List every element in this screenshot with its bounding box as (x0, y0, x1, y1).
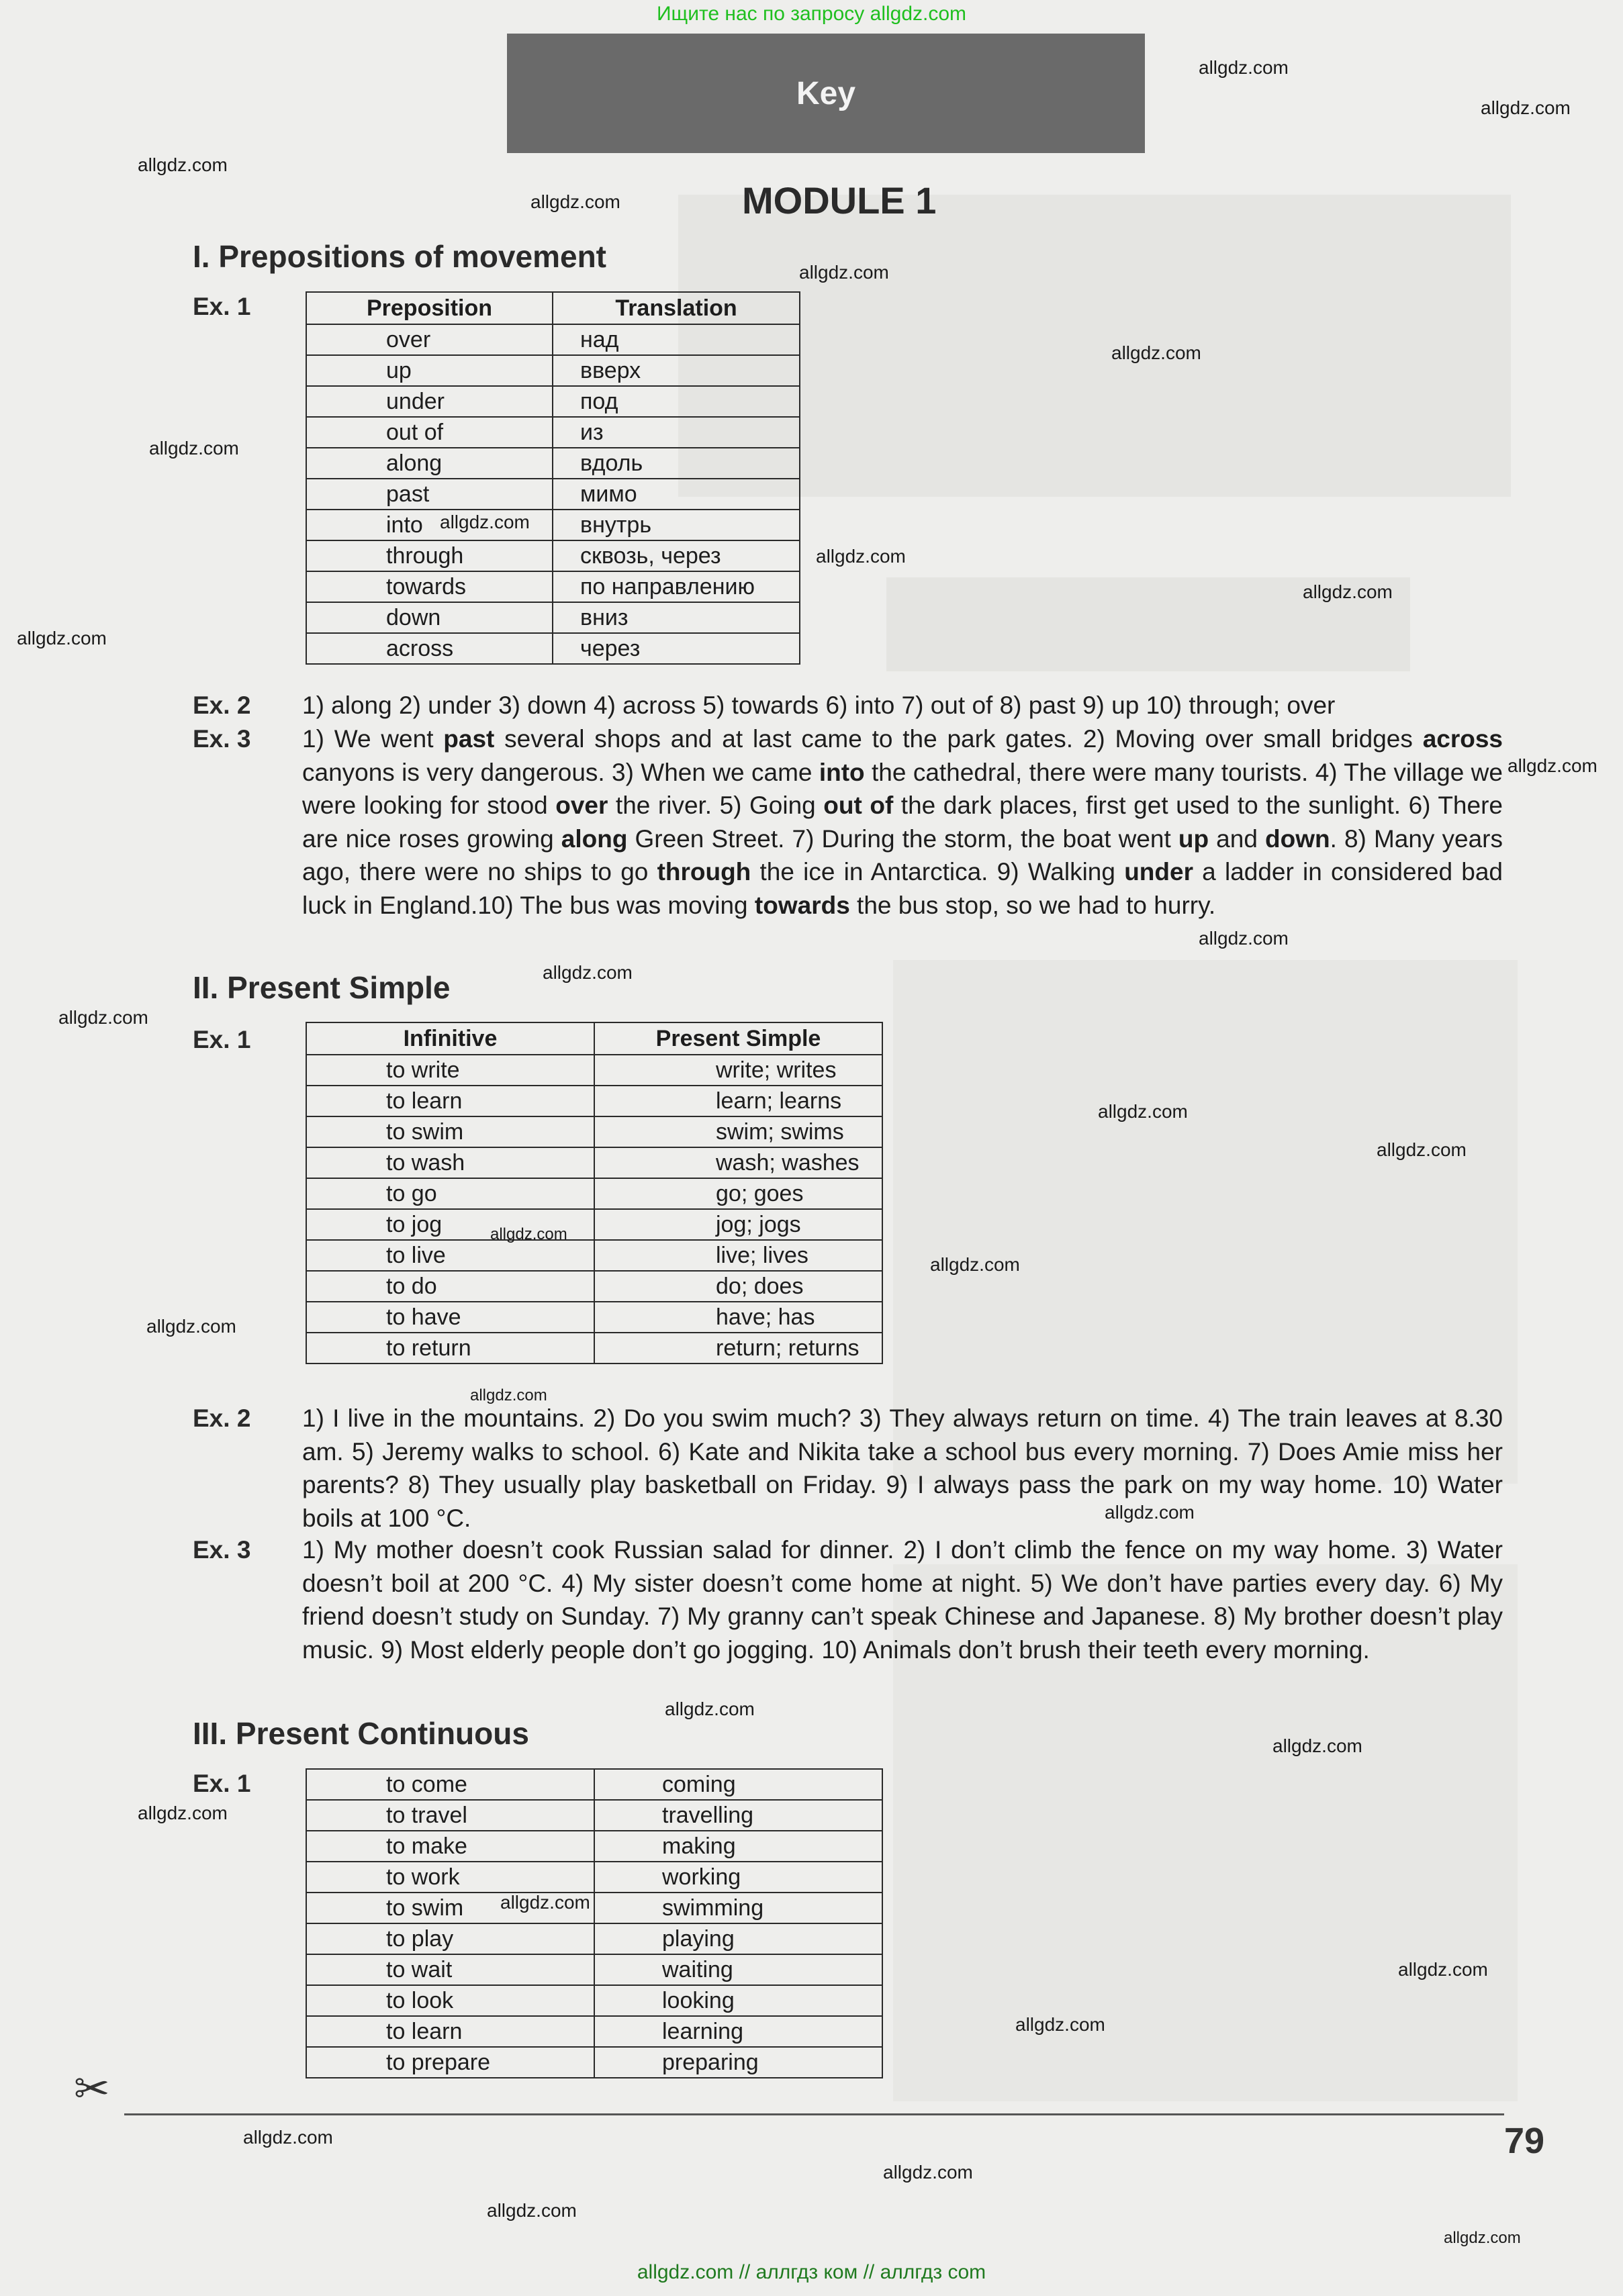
module-title: MODULE 1 (742, 179, 937, 222)
watermark: allgdz.com (1444, 2229, 1521, 2247)
watermark: allgdz.com (58, 1007, 148, 1028)
table-cell: working (594, 1862, 882, 1893)
watermark: allgdz.com (149, 438, 239, 459)
table-row (306, 355, 800, 386)
watermark: allgdz.com (490, 1225, 567, 1243)
table-row (306, 1302, 882, 1333)
table-cell: to learn (306, 1086, 594, 1116)
section-present-continuous-title: III. Present Continuous (193, 1716, 529, 1751)
ex3-label: Ex. 3 (193, 725, 251, 753)
table-cell: вниз (553, 602, 800, 633)
ex1-label: Ex. 1 (193, 1026, 251, 1053)
table-cell: внутрь (553, 510, 800, 540)
table-cell: swimming (594, 1893, 882, 1923)
table-row (306, 1086, 882, 1116)
watermark: allgdz.com (1199, 57, 1289, 78)
table-row (306, 1333, 882, 1364)
table-row (306, 1178, 882, 1209)
table-cell: waiting (594, 1954, 882, 1985)
page-number: 79 (1504, 2121, 1545, 2161)
present-continuous-table (306, 1768, 883, 2078)
table-row (306, 633, 800, 664)
table-cell: learning (594, 2016, 882, 2047)
table-cell: have; has (594, 1302, 882, 1333)
table-cell: across (306, 633, 553, 664)
table-cell: по направлению (553, 571, 800, 602)
watermark: allgdz.com (500, 1892, 590, 1913)
watermark: allgdz.com (1272, 1735, 1362, 1756)
watermark: allgdz.com (1199, 928, 1289, 949)
watermark: allgdz.com (799, 262, 889, 283)
table-row (306, 2016, 882, 2047)
table-row (306, 479, 800, 510)
table-cell: через (553, 633, 800, 664)
table-cell: to swim (306, 1116, 594, 1147)
top-banner[interactable]: Ищите нас по запросу allgdz.com (656, 3, 967, 25)
table-row (306, 448, 800, 479)
section-present-simple-title: II. Present Simple (193, 970, 451, 1005)
watermark: allgdz.com (1481, 97, 1571, 118)
table-cell: to write (306, 1055, 594, 1086)
table-cell: to wait (306, 1954, 594, 1985)
table-cell: over (306, 324, 553, 355)
table-cell: out of (306, 417, 553, 448)
s2-ex3-answers: 1) My mother doesn’t cook Russian salad for dinner. 2) I don’t climb the fence on my way home. 3) Water doesn’t boil at 200 °C. 4) My sister doesn’t come home at night. 5) We don’t have parties every day. 6) My friend doesn’t study on Sunday. 7) My granny can’t speak Chinese and Japanese. 8) My brother doesn’t play music. 9) Most elderly people don’t go jogging. 10) Animals don’t brush their teeth every morning. (302, 1536, 1503, 1664)
table-row (306, 1923, 882, 1954)
table-header: Preposition (306, 292, 553, 324)
table-cell: to go (306, 1178, 594, 1209)
table-cell: to do (306, 1271, 594, 1302)
watermark: allgdz.com (440, 512, 530, 532)
watermark: allgdz.com (138, 1803, 228, 1823)
watermark: allgdz.com (1111, 342, 1201, 363)
table-cell: go; goes (594, 1178, 882, 1209)
table-cell: up (306, 355, 553, 386)
table-cell: return; returns (594, 1333, 882, 1364)
table-cell: towards (306, 571, 553, 602)
table-row (306, 2047, 882, 2078)
table-cell: to return (306, 1333, 594, 1364)
table-cell: над (553, 324, 800, 355)
table-cell: to come (306, 1769, 594, 1800)
table-cell: along (306, 448, 553, 479)
section-prepositions-title: I. Prepositions of movement (193, 239, 606, 274)
table-cell: вверх (553, 355, 800, 386)
table-row (306, 510, 800, 540)
scissors-icon: ✂ (74, 2064, 110, 2113)
table-cell: вдоль (553, 448, 800, 479)
table-cell: мимо (553, 479, 800, 510)
table-cell: to live (306, 1240, 594, 1271)
watermark: allgdz.com (1098, 1101, 1188, 1122)
table-cell: to look (306, 1985, 594, 2016)
s2-ex2-answers: 1) I live in the mountains. 2) Do you swim much? 3) They always return on time. 4) The train leaves at 8.30 am. 5) Jeremy walks to school. 6) Kate and Nikita take a school bus every morning. 7) Does Amie miss her parents? 8) They usually play basketball on Friday. 9) I always pass the park on my way home. 10) Water boils at 100 °C. (302, 1404, 1503, 1532)
watermark: allgdz.com (1015, 2014, 1105, 2035)
table-row (306, 324, 800, 355)
table-cell: to swim (306, 1893, 594, 1923)
table-cell: learn; learns (594, 1086, 882, 1116)
table-cell: to have (306, 1302, 594, 1333)
watermark: allgdz.com (470, 1386, 547, 1404)
table-row (306, 571, 800, 602)
watermark: allgdz.com (665, 1699, 755, 1719)
watermark: allgdz.com (243, 2127, 333, 2148)
table-cell: do; does (594, 1271, 882, 1302)
table-cell: из (553, 417, 800, 448)
table-header: Translation (553, 292, 800, 324)
present-simple-table (306, 1022, 883, 1364)
table-cell: под (553, 386, 800, 417)
table-cell: coming (594, 1769, 882, 1800)
table-row (306, 1209, 882, 1240)
table-cell: write; writes (594, 1055, 882, 1086)
table-row (306, 1116, 882, 1147)
s1-ex2-answers: 1) along 2) under 3) down 4) across 5) towards 6) into 7) out of 8) past 9) up 10) through; over (302, 691, 1336, 719)
table-cell: сквозь, через (553, 540, 800, 571)
table-cell: to travel (306, 1800, 594, 1831)
watermark: allgdz.com (146, 1316, 236, 1337)
table-cell: under (306, 386, 553, 417)
table-cell: preparing (594, 2047, 882, 2078)
s1-ex3-answers: 1) We went past several shops and at last came to the park gates. 2) Moving over small bridges across canyons is very dangerous. 3) When we came into the cathedral, there were many tourists. 4) The village we were looking for stood over the river. 5) Going out of the dark places, first get used to the sunlight. 6) There are nice roses growing along Green Street. 7) During the storm, the boat went up and down. 8) Many years ago, there were no ships to go through the ice in Antarctica. 9) Walking under a ladder in considered bad luck in England.10) The bus was moving towards the bus stop, so we had to hurry. (302, 725, 1503, 919)
watermark: allgdz.com (543, 962, 633, 983)
table-row (306, 1271, 882, 1302)
key-title: Key (796, 76, 856, 111)
table-cell: down (306, 602, 553, 633)
ex1-label: Ex. 1 (193, 1770, 251, 1797)
table-cell: travelling (594, 1800, 882, 1831)
bottom-rule (124, 2113, 1504, 2115)
watermark: allgdz.com (530, 191, 620, 212)
table-row (306, 1147, 882, 1178)
watermark: allgdz.com (17, 628, 107, 649)
table-header: Infinitive (306, 1022, 594, 1055)
table-cell: making (594, 1831, 882, 1862)
table-row (306, 1954, 882, 1985)
table-row (306, 540, 800, 571)
ex3-label: Ex. 3 (193, 1536, 251, 1564)
table-row (306, 1831, 882, 1862)
ex1-label: Ex. 1 (193, 293, 251, 320)
ex2-label: Ex. 2 (193, 1404, 251, 1432)
table-cell: to make (306, 1831, 594, 1862)
table-cell: to learn (306, 2016, 594, 2047)
table-row (306, 1985, 882, 2016)
table-cell: to wash (306, 1147, 594, 1178)
table-cell: wash; washes (594, 1147, 882, 1178)
table-row (306, 1240, 882, 1271)
table-cell: looking (594, 1985, 882, 2016)
table-row (306, 602, 800, 633)
table-cell: to work (306, 1862, 594, 1893)
table-cell: to prepare (306, 2047, 594, 2078)
watermark: allgdz.com (1508, 755, 1597, 776)
table-cell: live; lives (594, 1240, 882, 1271)
table-row (306, 1862, 882, 1893)
watermark: allgdz.com (1303, 581, 1393, 602)
watermark: allgdz.com (1398, 1959, 1488, 1980)
bottom-banner[interactable]: allgdz.com // аллгдз ком // аллгдз com (637, 2261, 986, 2283)
table-cell: through (306, 540, 553, 571)
watermark: allgdz.com (930, 1254, 1020, 1275)
prepositions-table (306, 291, 800, 665)
table-cell: to jog (306, 1209, 594, 1240)
table-cell: jog; jogs (594, 1209, 882, 1240)
table-cell: to play (306, 1923, 594, 1954)
table-cell: past (306, 479, 553, 510)
watermark: allgdz.com (487, 2200, 577, 2221)
table-cell: playing (594, 1923, 882, 1954)
table-row (306, 417, 800, 448)
watermark: allgdz.com (138, 154, 228, 175)
table-header: Present Simple (594, 1022, 882, 1055)
table-cell: into (306, 510, 553, 540)
table-cell: swim; swims (594, 1116, 882, 1147)
table-row (306, 1769, 882, 1800)
watermark: allgdz.com (883, 2162, 973, 2183)
watermark: allgdz.com (1105, 1502, 1195, 1523)
table-row (306, 386, 800, 417)
table-row (306, 1055, 882, 1086)
table-row (306, 1800, 882, 1831)
table-row (306, 1893, 882, 1923)
ex2-label: Ex. 2 (193, 691, 251, 719)
watermark: allgdz.com (1377, 1139, 1467, 1160)
watermark: allgdz.com (816, 546, 906, 567)
